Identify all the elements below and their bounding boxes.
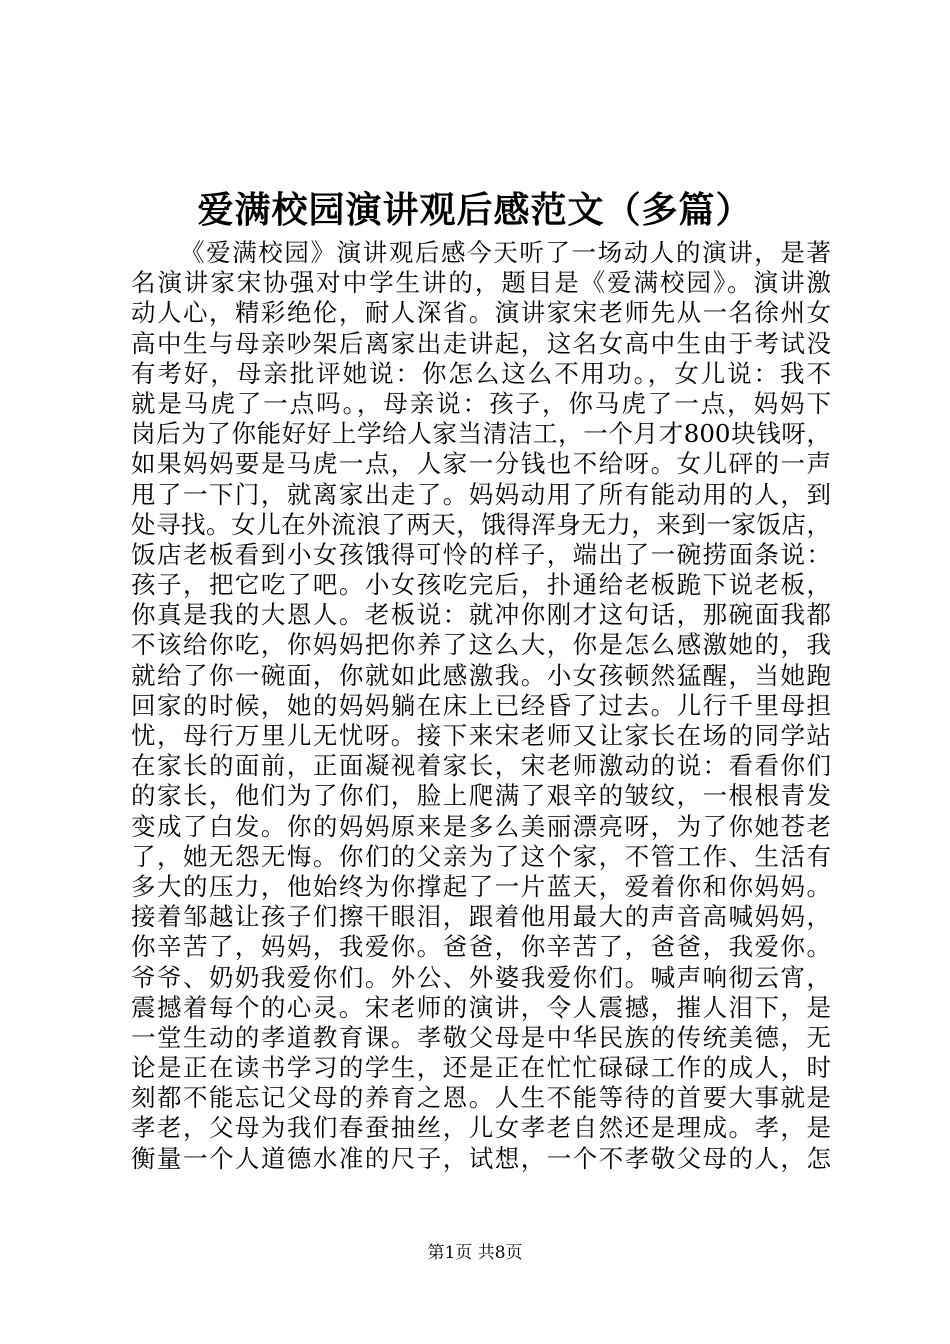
body-line: 在家长的面前，正面凝视着家长，宋老师激动的说：看看你们 bbox=[131, 751, 831, 781]
body-line: 就是马虎了一点吗。，母亲说：孩子，你马虎了一点，妈妈下 bbox=[131, 388, 831, 418]
body-line: 岗后为了你能好好上学给人家当清洁工，一个月才800块钱呀， bbox=[131, 419, 831, 449]
body-line: 孝老，父母为我们春蚕抽丝，儿女孝老自然还是理成。孝，是 bbox=[131, 1113, 831, 1143]
body-line: 变成了白发。你的妈妈原来是多么美丽漂亮呀，为了你她苍老 bbox=[131, 811, 831, 841]
body-line: 一堂生动的孝道教育课。孝敬父母是中华民族的传统美德，无 bbox=[131, 1022, 831, 1052]
body-line: 震撼着每个的心灵。宋老师的演讲，令人震撼，摧人泪下，是 bbox=[131, 992, 831, 1022]
page-footer: 第1页 共8页 bbox=[427, 1243, 523, 1263]
body-line: 有考好，母亲批评她说：你怎么这么不用功。，女儿说：我不 bbox=[131, 358, 831, 388]
body-line: 爷爷、奶奶我爱你们。外公、外婆我爱你们。喊声响彻云宵， bbox=[131, 962, 831, 992]
body-line: 衡量一个人道德水准的尺子，试想，一个不孝敬父母的人，怎 bbox=[131, 1143, 831, 1173]
body-line: 就给了你一碗面，你就如此感激我。小女孩顿然猛醒，当她跑 bbox=[131, 660, 831, 690]
body-line: 处寻找。女儿在外流浪了两天，饿得浑身无力，来到一家饭店， bbox=[131, 509, 831, 539]
body-line: 多大的压力，他始终为你撑起了一片蓝天，爱着你和你妈妈。 bbox=[131, 871, 831, 901]
body-line: 如果妈妈要是马虎一点，人家一分钱也不给呀。女儿砰的一声 bbox=[131, 449, 831, 479]
body-line: 论是正在读书学习的学生，还是正在忙忙碌碌工作的成人，时 bbox=[131, 1053, 831, 1083]
body-line: 刻都不能忘记父母的养育之恩。人生不能等待的首要大事就是 bbox=[131, 1083, 831, 1113]
body-line: 《爱满校园》演讲观后感今天听了一场动人的演讲，是著 bbox=[180, 238, 831, 267]
body-line: 名演讲家宋协强对中学生讲的，题目是《爱满校园》。演讲激 bbox=[131, 268, 831, 298]
body-line: 孩子，把它吃了吧。小女孩吃完后，扑通给老板跪下说老板， bbox=[131, 570, 831, 600]
body-line: 忧，母行万里儿无忧呀。接下来宋老师又让家长在场的同学站 bbox=[131, 721, 831, 750]
body-line: 了，她无怨无悔。你们的父亲为了这个家，不管工作、生活有 bbox=[131, 841, 831, 871]
body-line: 你真是我的大恩人。老板说：就冲你刚才这句话，那碗面我都 bbox=[131, 600, 831, 630]
page-title: 爱满校园演讲观后感范文（多篇） bbox=[197, 189, 753, 231]
body-line: 甩了一下门，就离家出走了。妈妈动用了所有能动用的人，到 bbox=[131, 479, 831, 509]
body-line: 动人心，精彩绝伦，耐人深省。演讲家宋老师先从一名徐州女 bbox=[131, 298, 831, 328]
document-body bbox=[131, 238, 831, 1174]
body-line: 接着邹越让孩子们擦干眼泪，跟着他用最大的声音高喊妈妈， bbox=[131, 902, 831, 932]
body-line: 高中生与母亲吵架后离家出走讲起，这名女高中生由于考试没 bbox=[131, 328, 831, 358]
body-line: 不该给你吃，你妈妈把你养了这么大，你是怎么感激她的，我 bbox=[131, 630, 831, 660]
body-line: 回家的时候，她的妈妈躺在床上已经昏了过去。儿行千里母担 bbox=[131, 690, 831, 720]
body-line: 你辛苦了，妈妈，我爱你。爸爸，你辛苦了，爸爸，我爱你。 bbox=[131, 932, 831, 962]
body-line: 饭店老板看到小女孩饿得可怜的样子，端出了一碗捞面条说： bbox=[131, 539, 831, 569]
body-line: 的家长，他们为了你们，脸上爬满了艰辛的皱纹，一根根青发 bbox=[131, 781, 831, 811]
